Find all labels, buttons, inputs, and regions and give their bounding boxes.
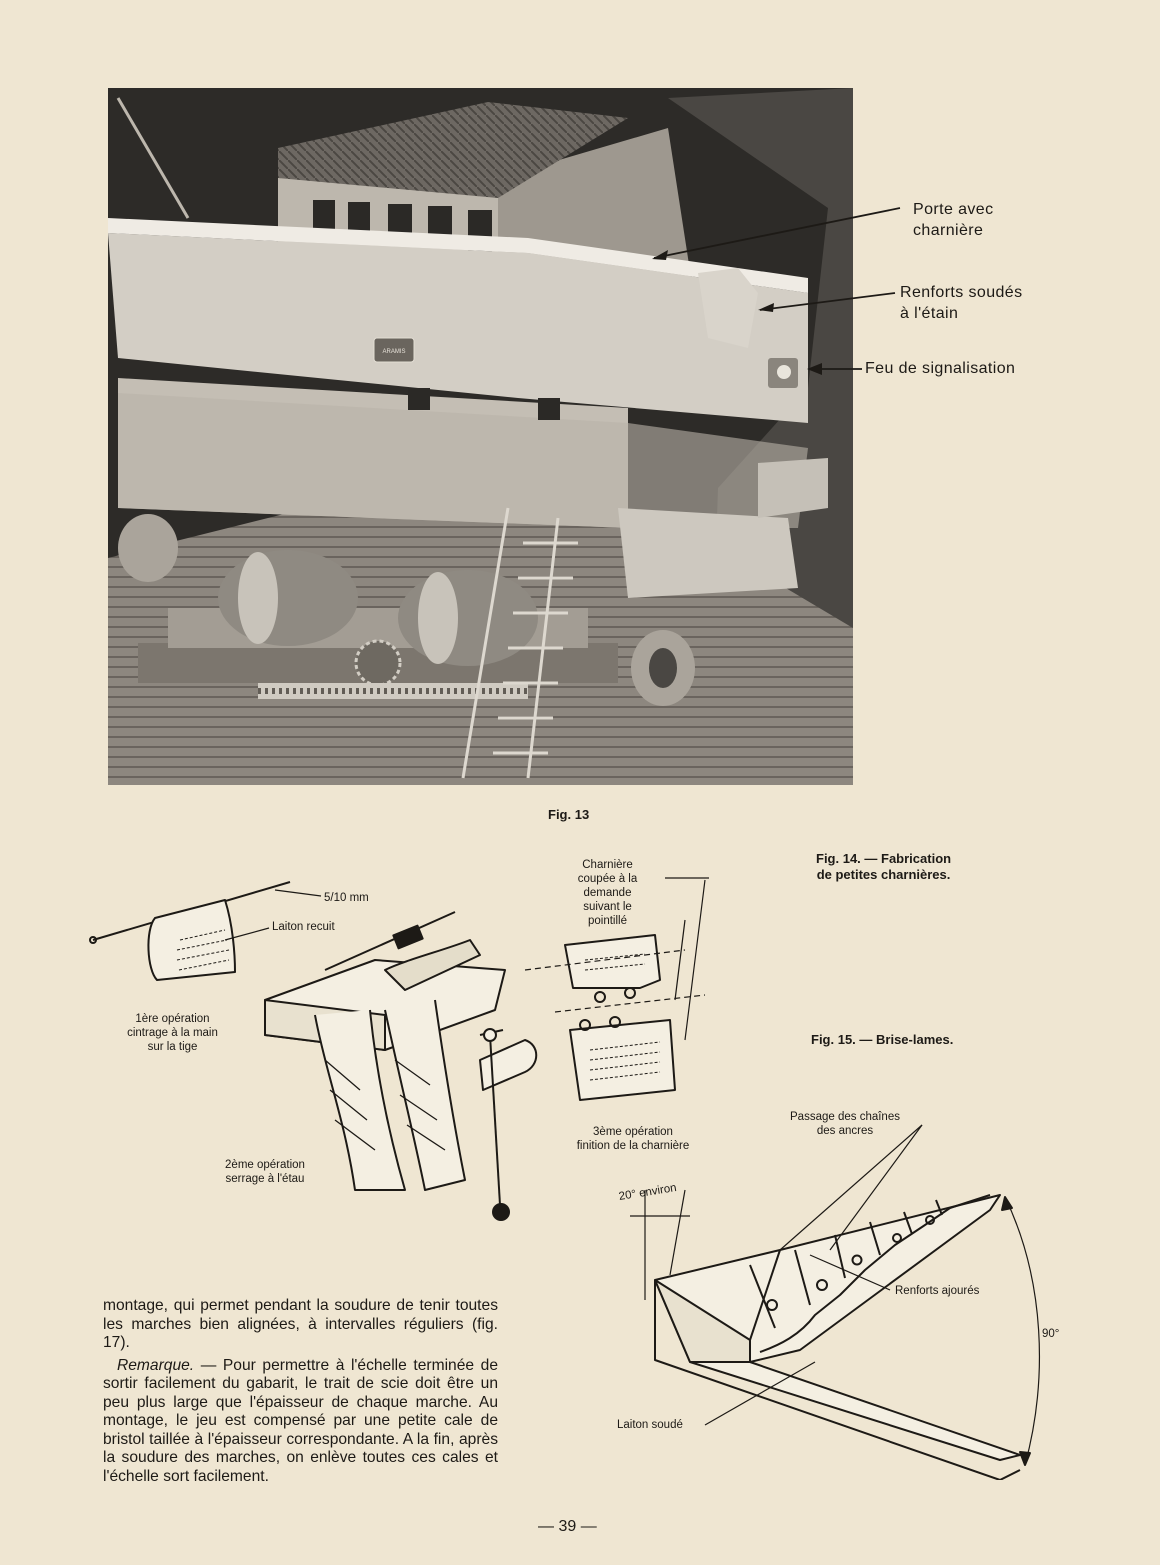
callout-porte [913,199,993,241]
fig14-op2-line2: serrage à l'étau [225,1173,305,1185]
callout-renforts-line1: Renforts soudés [900,284,1023,301]
fig14-label-op1 [95,1012,250,1054]
fig14-charniere-line1: Charnière [582,859,633,871]
caption-fig14-line2: de petites charnières. [816,867,951,882]
fig15-label-angle90: 90° [1042,1328,1060,1340]
caption-fig14-line1: Fig. 14. — Fabrication [816,851,952,866]
fig14-op3-line1: 3ème opération [593,1126,673,1138]
fig14-charniere-line3: demande [583,887,632,899]
fig14-op1-line3: sur la tige [147,1041,198,1053]
caption-fig14 [816,851,951,883]
body-paragraph-1: montage, qui permet pendant la soudure de tenir toutes les marches bien alignées, à intervalles réguliers (fig. 17). [103,1297,498,1351]
body-text [103,1297,498,1486]
body-paragraph-2 [103,1357,498,1487]
remarque-text: — Pour permettre à l'échelle terminée de sortir facilement du gabarit, le trait de scie doit être un peu plus large que l'épaisseur de chaque marche. Au montage, le jeu est compensé par une petite cale de bristol taillée à l'épaisseur correspondante. A la fin, après la soudure des marches, on enlève toutes ces cales et l'échelle sort facilement. [103,1356,498,1485]
fig14-charniere-line2: coupée à la [577,873,638,885]
fig14-op3-line2: finition de la charnière [576,1140,690,1152]
callout-porte-line1: Porte avec [913,201,994,218]
fig14-op1-line1: 1ère opération [135,1013,210,1025]
photo-plaque: ARAMIS [382,349,406,355]
fig14-label-charniere [560,858,655,928]
fig15-label-passage [770,1110,920,1138]
fig15-passage-line1: Passage des chaînes [790,1111,900,1123]
page-number: — 39 — [538,1518,597,1535]
fig15-passage-line2: des ancres [816,1125,874,1137]
fig14-label-op2 [205,1158,325,1186]
caption-fig15: Fig. 15. — Brise-lames. [811,1032,954,1047]
caption-fig13: Fig. 13 [548,807,590,822]
remarque-label: Remarque. [117,1356,195,1374]
fig14-charniere-line5: pointillé [588,915,627,927]
fig14-op2-line1: 2ème opération [225,1159,305,1171]
callout-porte-line2: charnière [913,222,984,239]
fig15-label-laiton: Laiton soudé [617,1419,683,1431]
fig14-label-wire: 5/10 mm [324,892,369,904]
callout-feu: Feu de signalisation [865,360,1016,377]
callout-renforts-line2: à l'étain [900,305,959,322]
fig14-label-laiton: Laiton recuit [272,921,335,933]
fig14-op1-line2: cintrage à la main [127,1027,218,1039]
fig15-label-angle20: 20° environ [617,1182,678,1204]
fig14-charniere-line4: suivant le [583,901,632,913]
fig15-label-renforts: Renforts ajourés [895,1285,980,1297]
callout-renforts [900,282,1023,324]
